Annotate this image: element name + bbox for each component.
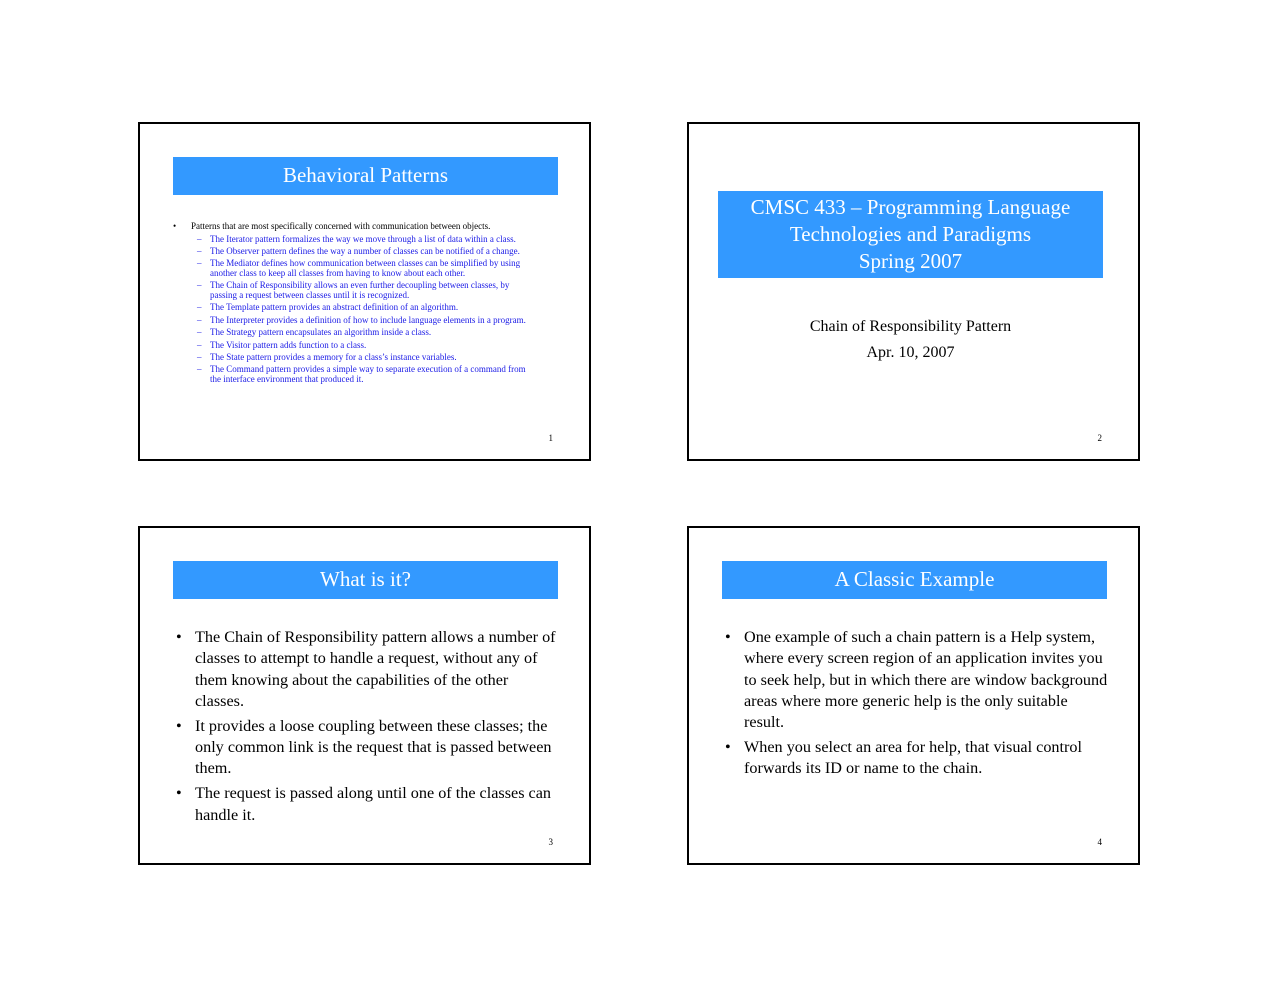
sub-bullet-text: The Chain of Responsibility allows an even further decoupling between classes, by passing a request between classes until it is recognized.: [210, 280, 510, 300]
sub-list-item: [170, 316, 550, 326]
sub-list-item: [170, 328, 550, 338]
bullet-list: [724, 627, 1109, 783]
dash-icon: –: [197, 364, 202, 375]
sub-list-item: [170, 365, 550, 384]
bullet-icon: •: [176, 628, 182, 646]
slide-title: What is it?: [173, 561, 558, 599]
bullet-text: It provides a loose coupling between these classes; the only common link is the request that is passed between them.: [195, 716, 552, 778]
dash-icon: –: [197, 258, 202, 269]
page-number: 1: [548, 433, 553, 443]
slide-course-title: [687, 122, 1140, 461]
course-title-line: CMSC 433 – Programming Language: [750, 195, 1071, 219]
bullet-text: The request is passed along until one of the classes can handle it.: [195, 784, 552, 824]
slide-what-is-it: [138, 526, 591, 865]
sub-bullet-text: The Visitor pattern adds function to a class.: [210, 339, 367, 350]
sub-list-item: [170, 259, 550, 278]
list-item: [175, 783, 560, 826]
sub-bullet-text: The Observer pattern defines the way a number of classes can be notified of a change.: [210, 245, 520, 256]
sub-list-item: [170, 235, 550, 245]
dash-icon: –: [197, 327, 202, 338]
course-title: [718, 191, 1103, 278]
list-item: [175, 716, 560, 780]
list-item: [724, 737, 1109, 780]
bullet-icon: •: [176, 716, 182, 735]
list-item: [175, 627, 560, 712]
slide-title: A Classic Example: [722, 561, 1107, 599]
slide-title: Behavioral Patterns: [173, 157, 558, 195]
bullet-text: When you select an area for help, that visual control forwards its ID or name to the chain.: [744, 738, 1083, 778]
sub-list-item: [170, 341, 550, 351]
bullet-text: One example of such a chain pattern is a Help system, where every screen region of an application invites you to seek help, but in which there are window background areas where more generic help is the only suitable result.: [744, 628, 1108, 732]
sub-bullet-text: The Mediator defines how communication between classes can be simplified by using another class to keep all classes from having to know about each other.: [210, 258, 521, 278]
sub-bullet-text: The State pattern provides a memory for a class’s instance variables.: [210, 351, 457, 362]
course-title-line: Spring 2007: [858, 249, 963, 273]
lecture-subtitle: Chain of Responsibility Pattern: [809, 318, 1012, 335]
dash-icon: –: [197, 351, 202, 362]
bullet-text: Patterns that are most specifically concerned with communication between objects.: [191, 221, 491, 231]
dash-icon: –: [197, 280, 202, 291]
dash-icon: –: [197, 339, 202, 350]
list-item: [170, 222, 550, 232]
sub-bullet-text: The Template pattern provides an abstract definition of an algorithm.: [210, 302, 459, 313]
bullet-list: [175, 627, 560, 829]
slide-behavioral-patterns: [138, 122, 591, 461]
page-number: 4: [1097, 837, 1102, 847]
lecture-date: Apr. 10, 2007: [866, 344, 955, 361]
sub-bullet-text: The Strategy pattern encapsulates an algorithm inside a class.: [210, 327, 432, 338]
bullet-icon: •: [176, 784, 182, 803]
bullet-list: [170, 222, 550, 387]
sub-bullet-text: The Command pattern provides a simple way to separate execution of a command from the interface environment that produced it.: [210, 364, 526, 384]
dash-icon: –: [197, 233, 202, 244]
dash-icon: –: [197, 314, 202, 325]
sub-bullet-list: [170, 235, 550, 385]
sub-list-item: [170, 247, 550, 257]
course-title-line: Technologies and Paradigms: [789, 222, 1032, 246]
sub-list-item: [170, 281, 550, 300]
sub-bullet-text: The Iterator pattern formalizes the way we move through a list of data within a class.: [210, 233, 516, 244]
slide-classic-example: [687, 526, 1140, 865]
bullet-icon: •: [173, 221, 177, 231]
dash-icon: –: [197, 302, 202, 313]
bullet-icon: •: [725, 628, 731, 646]
sub-list-item: [170, 303, 550, 313]
sub-bullet-text: The Interpreter provides a definition of how to include language elements in a program.: [210, 314, 526, 325]
page-number: 3: [548, 837, 553, 847]
dash-icon: –: [197, 245, 202, 256]
bullet-icon: •: [725, 738, 731, 757]
page-number: 2: [1097, 433, 1102, 443]
list-item: [724, 627, 1109, 733]
bullet-text: The Chain of Responsibility pattern allows a number of classes to attempt to handle a request, without any of them knowing about the capabilities of the other classes.: [195, 628, 556, 710]
sub-list-item: [170, 353, 550, 363]
